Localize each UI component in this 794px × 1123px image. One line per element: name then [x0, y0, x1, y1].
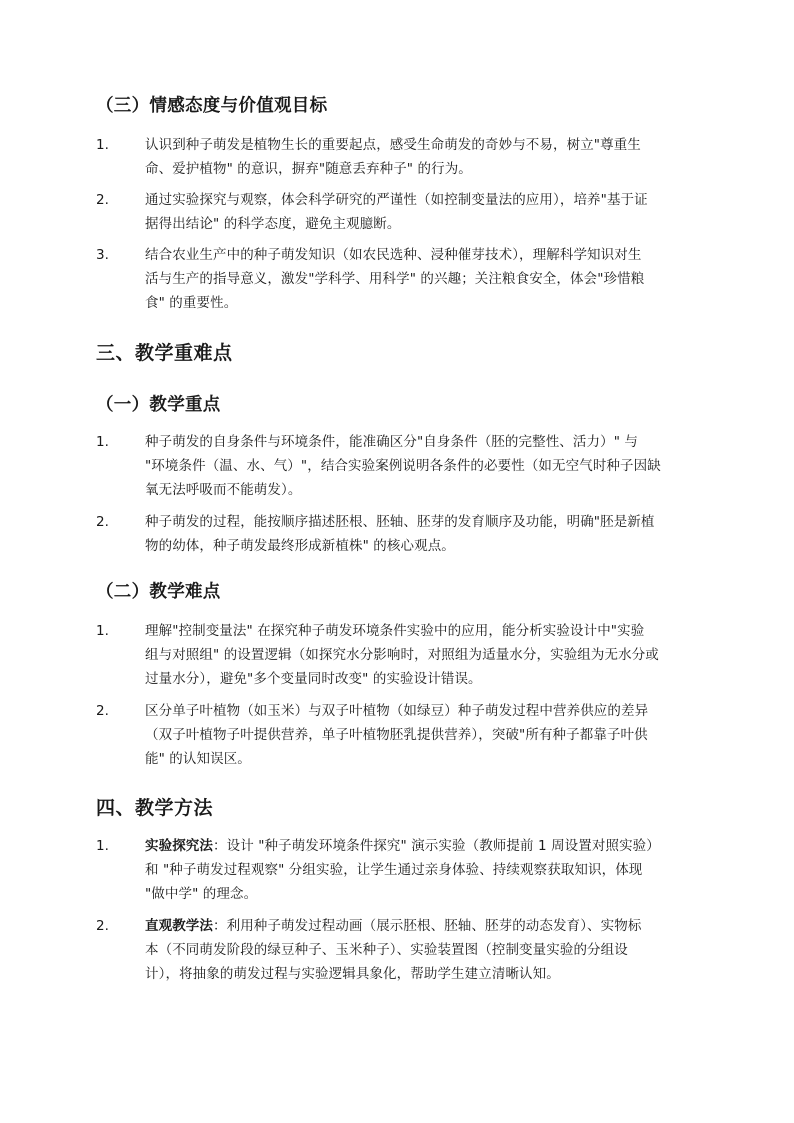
section-heading-affective-goals: （三）情感态度与价值观目标	[96, 96, 328, 116]
text-line: 种子萌发的过程，能按顺序描述胚根、胚轴、胚芽的发育顺序及功能，明确"胚是新植	[145, 514, 655, 530]
text-line: 种子萌发的自身条件与环境条件，能准确区分"自身条件（胚的完整性、活力）" 与	[145, 434, 639, 450]
subsection-heading-teaching-difficulties: （二）教学难点	[96, 582, 221, 602]
section-heading-key-difficult-points: 三、教学重难点	[96, 342, 233, 364]
method-term-separator: ：	[213, 918, 227, 934]
text-line: 活与生产的指导意义，激发"学科学、用科学" 的兴趣；关注粮食安全，体会"珍惜粮	[145, 271, 645, 287]
text-line: 能" 的认知误区。	[145, 751, 251, 767]
list-item-text	[145, 834, 705, 906]
list-item-text	[145, 430, 705, 502]
list-item-number: 1.	[96, 137, 109, 153]
list-item-text	[145, 699, 705, 771]
text-line: 区分单子叶植物（如玉米）与双子叶植物（如绿豆）种子萌发过程中营养供应的差异	[145, 703, 649, 719]
method-term: 直观教学法	[145, 918, 213, 934]
section-heading-teaching-methods: 四、教学方法	[96, 797, 214, 819]
list-item-text	[145, 133, 705, 181]
list-item-number: 1.	[96, 434, 109, 450]
text-line: 组与对照组" 的设置逻辑（如探究水分影响时，对照组为适量水分，实验组为无水分或	[145, 647, 659, 663]
list-item-text	[145, 914, 705, 986]
list-item-number: 2.	[96, 192, 109, 208]
text-line-content: 设计 "种子萌发环境条件探究" 演示实验（教师提前 1 周设置对照实验）	[226, 838, 660, 854]
text-line: 氧无法呼吸而不能萌发）。	[145, 482, 302, 498]
text-line: 理解"控制变量法" 在探究种子萌发环境条件实验中的应用，能分析实验设计中"实验	[145, 623, 645, 639]
list-item-number: 2.	[96, 703, 109, 719]
list-item-number: 3.	[96, 247, 109, 263]
list-item-number: 2.	[96, 514, 109, 530]
text-line: 据得出结论" 的科学态度，避免主观臆断。	[145, 216, 401, 232]
method-term: 实验探究法	[145, 838, 213, 854]
list-item-text	[145, 188, 705, 236]
text-line: 和 "种子萌发过程观察" 分组实验，让学生通过亲身体验、持续观察获取知识，体现	[145, 862, 643, 878]
text-line: 本（不同萌发阶段的绿豆种子、玉米种子）、实验装置图（控制变量实验的分组设	[145, 942, 628, 958]
text-line: "做中学" 的理念。	[145, 886, 258, 902]
text-line: 物的幼体，种子萌发最终形成新植株" 的核心观点。	[145, 538, 455, 554]
list-item-number: 1.	[96, 838, 109, 854]
list-item-text	[145, 243, 705, 315]
list-item-text	[145, 619, 705, 691]
text-line: 通过实验探究与观察，体会科学研究的严谨性（如控制变量法的应用），培养"基于证	[145, 192, 648, 208]
text-line: 认识到种子萌发是植物生长的重要起点，感受生命萌发的奇妙与不易，树立"尊重生	[145, 137, 641, 153]
text-line: "环境条件（温、水、气）"，结合实验案例说明各条件的必要性（如无空气时种子因缺	[145, 458, 661, 474]
text-line: 过量水分），避免"多个变量同时改变" 的实验设计错误。	[145, 671, 482, 687]
text-line: （双子叶植物子叶提供营养，单子叶植物胚乳提供营养），突破"所有种子都靠子叶供	[145, 727, 648, 743]
list-item-text	[145, 510, 705, 558]
text-line: 食" 的重要性。	[145, 295, 238, 311]
text-line	[145, 834, 705, 858]
text-line-content: 利用种子萌发过程动画（展示胚根、胚轴、胚芽的动态发育）、实物标	[226, 918, 642, 934]
method-term-separator: ：	[213, 838, 227, 854]
subsection-heading-teaching-focus: （一）教学重点	[96, 395, 221, 415]
text-line	[145, 914, 705, 938]
text-line: 结合农业生产中的种子萌发知识（如农民选种、浸种催芽技术），理解科学知识对生	[145, 247, 642, 263]
list-item-number: 1.	[96, 623, 109, 639]
text-line: 命、爱护植物" 的意识，摒弃"随意丢弃种子" 的行为。	[145, 161, 472, 177]
list-item-number: 2.	[96, 918, 109, 934]
text-line: 计），将抽象的萌发过程与实验逻辑具象化，帮助学生建立清晰认知。	[145, 966, 560, 982]
